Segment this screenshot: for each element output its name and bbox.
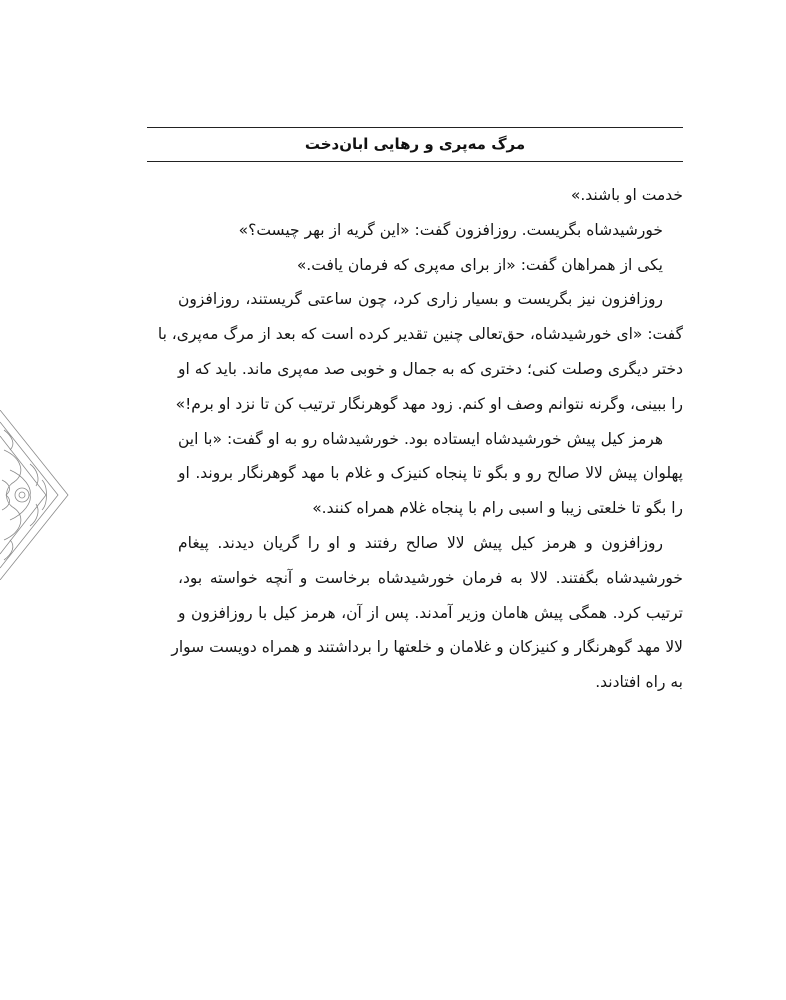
text-line: را ببینی، وگرنه نتوانم وصف او کنم. زود مهد گوهرنگار ترتیب کن تا نزد او برم!» [175,394,683,413]
arabesque-ornament-icon [0,410,70,580]
text-line: دختر دیگری وصلت کنی؛ دختری که به جمال و خوبی صد مه‌پری ماند. باید که او [178,359,683,378]
text-line: را بگو تا خلعتی زیبا و اسبی رام با پنجاه غلام همراه کنند.» [312,499,683,518]
text-line: لالا مهد گوهرنگار و کنیزکان و غلامان و خلعتها را برداشتند و همراه دویست سوار [171,638,683,657]
text-line: خورشیدشاه بگریست. روزافزون گفت: «این گریه از بهر چیست؟» [238,220,663,239]
text-line: هرمز کیل پیش خورشیدشاه ایستاده بود. خورشیدشاه رو به او گفت: «با این [178,429,663,448]
header-bottom-rule [147,161,683,162]
text-line: روزافزون نیز بگریست و بسیار زاری کرد، چون ساعتی گریستند، روزافزون [178,290,663,309]
text-line: خورشیدشاه بگفتند. لالا به فرمان خورشیدشاه برخاست و آنچه خواسته بود، [178,568,683,587]
header-top-rule [147,127,683,128]
body-text-block [157,178,683,700]
text-line: به راه افتادند. [595,673,683,692]
running-head-title: مرگ مه‌پری و رهایی ابان‌دخت [304,135,526,153]
text-line: ترتیب کرد. همگی پیش هامان وزیر آمدند. پس از آن، هرمز کیل با روزافزون و [178,603,683,622]
text-line: یکی از همراهان گفت: «از برای مه‌پری که فرمان یافت.» [296,255,663,274]
text-line: خدمت او باشند.» [570,186,683,204]
text-line: گفت: «ای خورشیدشاه، حق‌تعالی چنین تقدیر کرده است که بعد از مرگ مه‌پری، با [157,325,683,344]
text-line: پهلوان پیش لالا صالح رو و بگو تا پنجاه کنیزک و غلام با مهد گوهرنگار بروند. او [178,464,683,483]
text-line: روزافزون و هرمز کیل پیش لالا صالح رفتند و او را گریان دیدند. پیغام [178,533,663,552]
